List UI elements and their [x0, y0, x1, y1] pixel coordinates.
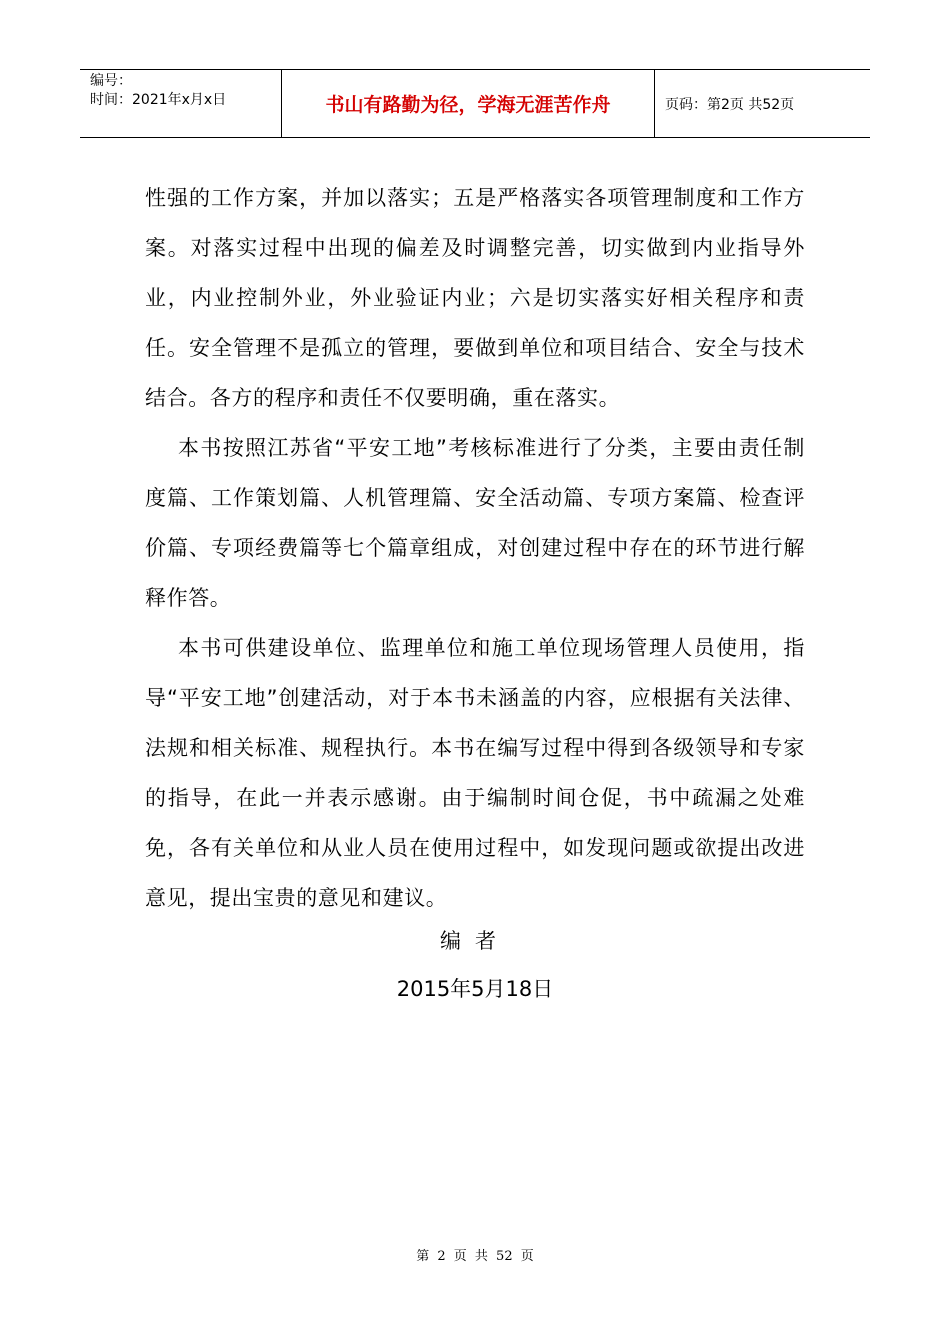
signature-date: 2015年5月18日 [396, 977, 554, 1001]
body-paragraph-2: 本书按照江苏省“平安工地”考核标准进行了分类，主要由责任制度篇、工作策划篇、人机管理篇、安全活动篇、专项方案篇、检查评价篇、专项经费篇等七个篇章组成，对创建过程中存在的环节进行解释作答。 [145, 436, 805, 610]
document-date-label: 时间：2021年x月x日 [90, 92, 227, 108]
document-body [145, 173, 805, 923]
page-footer: 第 2 页 共 52 页 [416, 1249, 534, 1264]
document-number-label: 编号： [90, 73, 132, 89]
signature-author: 编者 [440, 929, 510, 953]
header-slogan: 书山有路勤为径，学海无涯苦作舟 [282, 70, 655, 137]
body-paragraph-1: 性强的工作方案，并加以落实；五是严格落实各项管理制度和工作方案。对落实过程中出现的偏差及时调整完善，切实做到内业指导外业，内业控制外业，外业验证内业；六是切实落实好相关程序和责任。安全管理不是孤立的管理，要做到单位和项目结合、安全与技术结合。各方的程序和责任不仅要明确，重在落实。 [145, 186, 805, 410]
body-paragraph-3: 本书可供建设单位、监理单位和施工单位现场管理人员使用，指导“平安工地”创建活动，对于本书未涵盖的内容，应根据有关法律、法规和相关标准、规程执行。本书在编写过程中得到各级领导和专家的指导，在此一并表示感谢。由于编制时间仓促，书中疏漏之处难免，各有关单位和从业人员在使用过程中，如发现问题或欲提出改进意见，提出宝贵的意见和建议。 [145, 636, 805, 910]
page-header [80, 69, 870, 138]
header-left-cell [80, 70, 282, 137]
header-page-info: 页码：第2页 共52页 [665, 96, 795, 113]
